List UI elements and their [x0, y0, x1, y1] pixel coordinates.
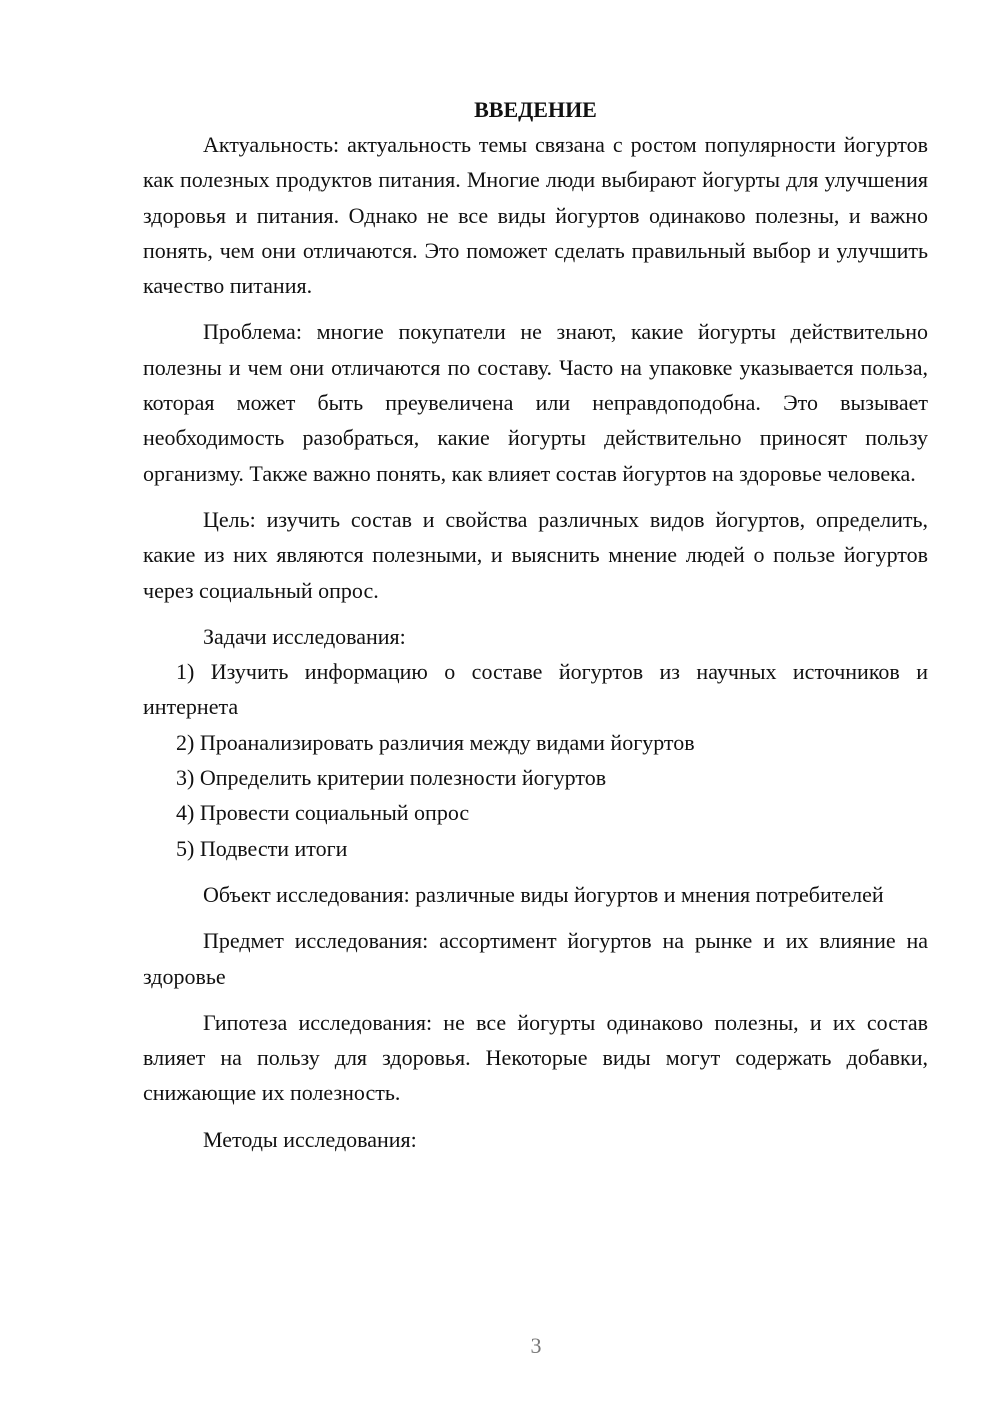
task-item: 1) Изучить информацию о составе йогуртов из научных источников и интернета — [143, 659, 928, 720]
page-number: 3 — [530, 1333, 542, 1358]
task-list — [143, 654, 928, 866]
section-title: ВВЕДЕНИЕ — [474, 97, 597, 122]
task-item: 3) Определить критерии полезности йогуртов — [176, 765, 607, 791]
paragraph-subject: Предмет исследования: ассортимент йогуртов на рынке и их влияние на здоровье — [143, 928, 928, 989]
paragraph-tasks-heading: Задачи исследования: — [203, 623, 406, 649]
paragraph-goal: Цель: изучить состав и свойства различных видов йогуртов, определить, какие из них являются полезными, и выяснить мнение людей о пользе йогуртов через социальный опрос. — [143, 506, 928, 603]
task-item: 4) Провести социальный опрос — [176, 800, 470, 826]
paragraph-relevance: Актуальность: актуальность темы связана с ростом популярности йогуртов как полезных продуктов питания. Многие люди выбирают йогурты для улучшения здоровья и питания. Однако не все виды йогуртов одинаково полезны, и важно понять, чем они отличаются. Это поможет сделать правильный выбор и улучшить качество питания. — [143, 132, 928, 299]
task-item: 5) Подвести итоги — [176, 835, 348, 861]
paragraph-object: Объект исследования: различные виды йогуртов и мнения потребителей — [203, 881, 884, 907]
page-content — [143, 92, 928, 1157]
paragraph-methods-heading: Методы исследования: — [203, 1126, 417, 1152]
paragraph-problem: Проблема: многие покупатели не знают, какие йогурты действительно полезны и чем они отличаются по составу. Часто на упаковке указывается польза, которая может быть преувеличена или неправдоподобна. Это вызывает необходимость разобраться, какие йогурты действительно приносят пользу организму. Также важно понять, как влияет состав йогуртов на здоровье человека. — [143, 319, 928, 486]
paragraph-hypothesis: Гипотеза исследования: не все йогурты одинаково полезны, и их состав влияет на пользу для здоровья. Некоторые виды могут содержать добавки, снижающие их полезность. — [143, 1009, 928, 1106]
task-item: 2) Проанализировать различия между видами йогуртов — [176, 729, 695, 755]
